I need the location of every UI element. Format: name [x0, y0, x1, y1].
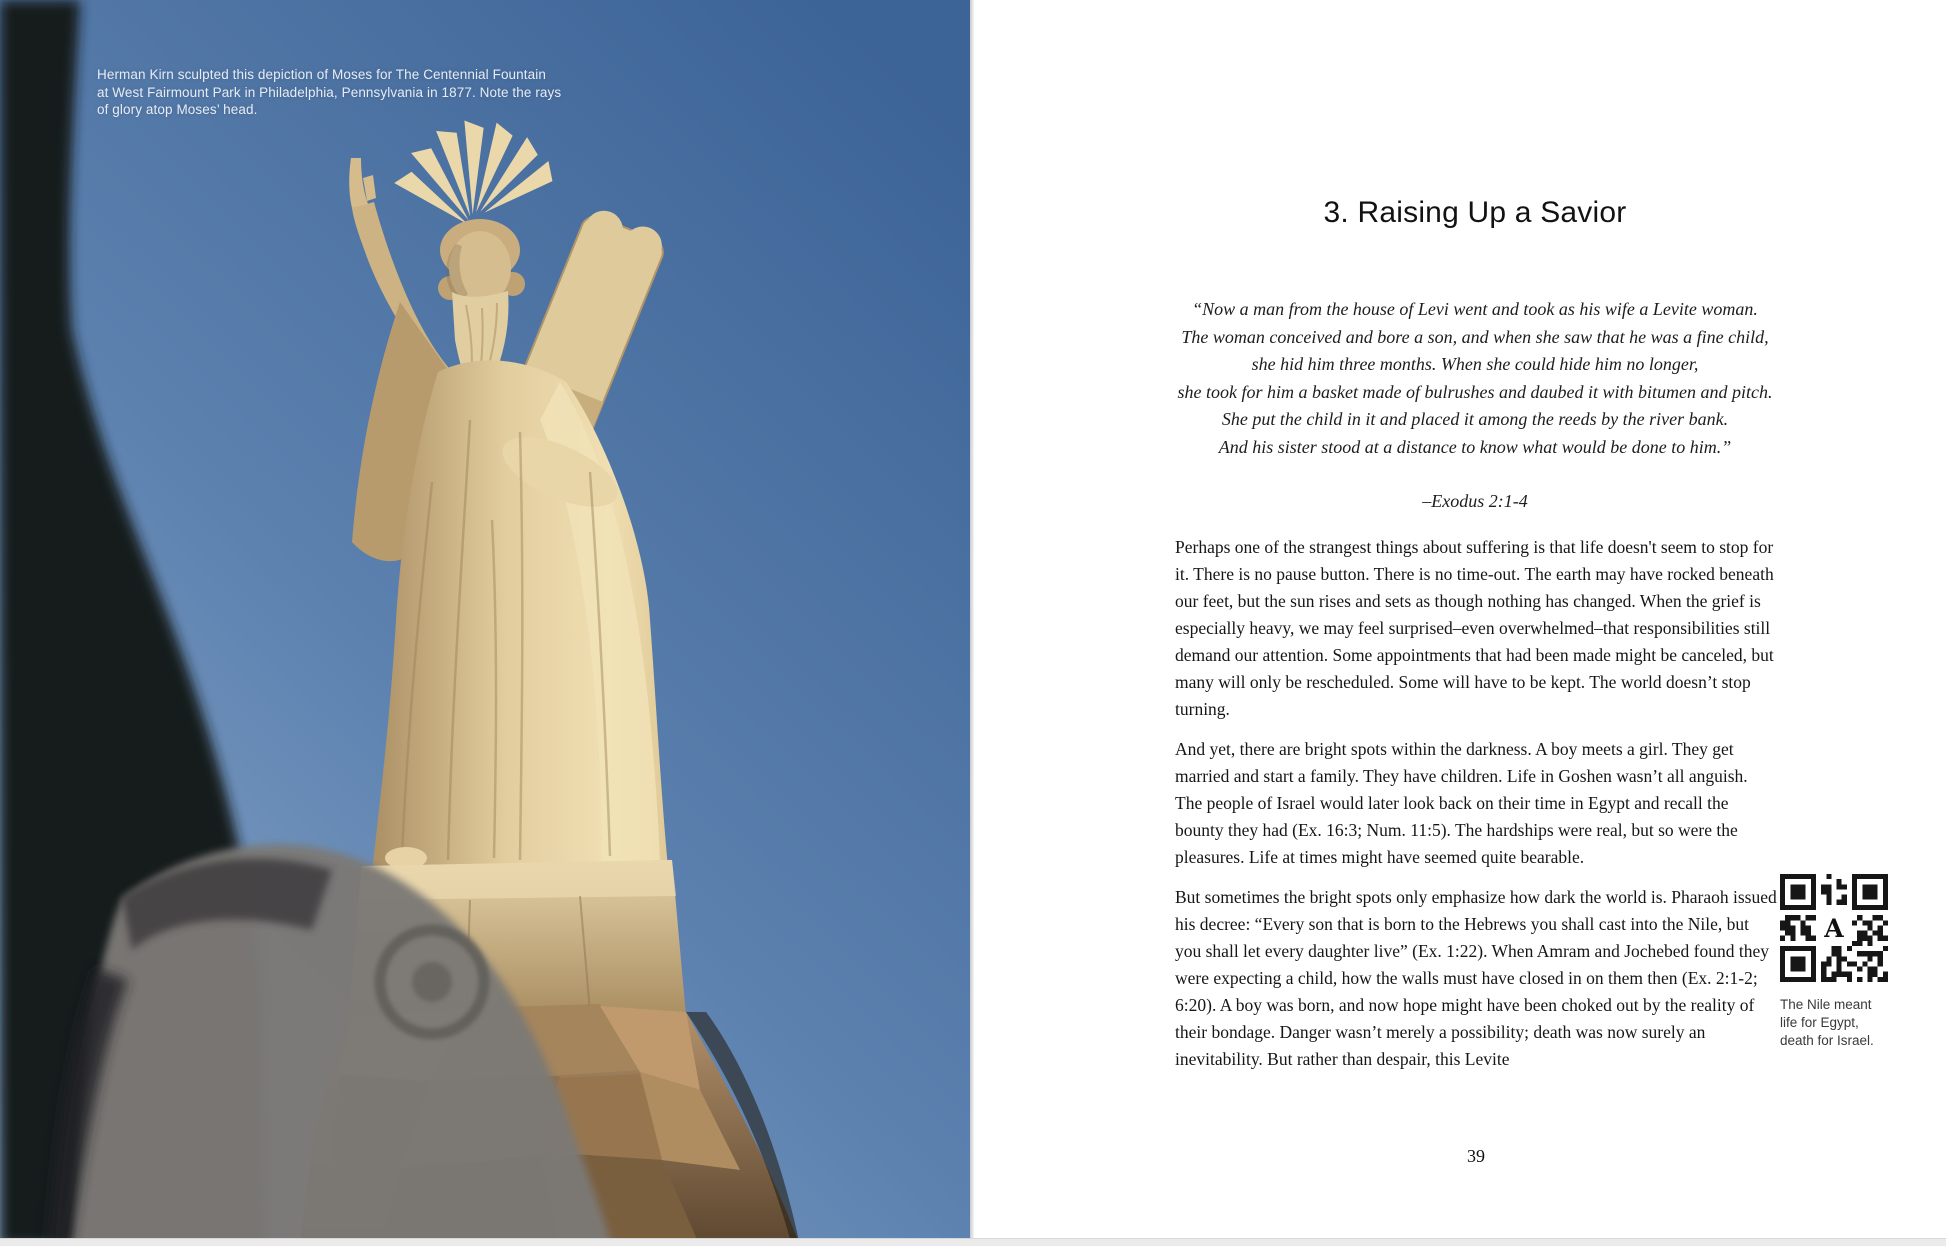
- qr-caption-line: death for Israel.: [1780, 1033, 1874, 1048]
- moses-statue-photo: [0, 0, 970, 1246]
- qr-note: [1780, 874, 1900, 1050]
- qr-code[interactable]: [1780, 874, 1888, 982]
- page-number: 39: [1467, 1146, 1485, 1166]
- body-text: [1175, 534, 1777, 1086]
- photo-caption-line: of glory atop Moses’ head.: [97, 102, 258, 117]
- photo-caption-line: at West Fairmount Park in Philadelphia, Pennsylvania in 1877. Note the rays: [97, 84, 562, 100]
- photo-caption: [97, 66, 561, 119]
- paragraph: Perhaps one of the strangest things about suffering is that life doesn't seem to stop for it. There is no pause button. There is no time-out. The earth may have rocked beneath our feet, but the sun rises and sets as though nothing has changed. When the grief is especially heavy, we may feel surprised–even overwhelmed–that responsibilities still demand our attention. Some appointments that had been made might be canceled, but many will only be rescheduled. Some will have to be kept. The world doesn’t stop turning.: [1175, 537, 1774, 719]
- right-page: [974, 0, 1946, 1239]
- paragraph: And yet, there are bright spots within the darkness. A boy meets a girl. They get married and start a family. They have children. Life in Goshen wasn’t all anguish. The people of Israel would later look back on their time in Egypt and recall the bounty they had (Ex. 16:3; Num. 11:5). The hardships were real, but so were the pleasures. Life at times might have seemed quite bearable.: [1175, 739, 1748, 867]
- epigraph-line: she hid him three months. When she could hide him no longer,: [1251, 354, 1699, 374]
- qr-logo-letter: A: [1824, 913, 1844, 943]
- epigraph-line: The woman conceived and bore a son, and when she saw that he was a fine child,: [1181, 326, 1769, 347]
- qr-caption-line: life for Egypt,: [1780, 1015, 1859, 1030]
- photo-caption-line: Herman Kirn sculpted this depiction of Moses for The Centennial Fountain: [97, 67, 546, 82]
- horizontal-scrollbar[interactable]: [0, 1238, 1946, 1246]
- qr-caption: [1780, 996, 1900, 1050]
- epigraph: [1115, 296, 1835, 516]
- qr-caption-line: The Nile meant: [1780, 997, 1872, 1012]
- paragraph: But sometimes the bright spots only emphasize how dark the world is. Pharaoh issued his decree: “Every son that is born to the Hebrews you shall cast into the Nile, but you shall let every daughter live” (Ex. 1:22). When Amram and Jochebed found they were expecting a child, how the walls must have closed in on them then (Ex. 2:1-2; 6:20). A boy was born, and now hope might have been choked out by the reality of their bondage. Danger wasn’t merely a possibility; death was now surely an inevitability. But rather than despair, this Levite: [1175, 887, 1777, 1069]
- epigraph-attribution: –Exodus 2:1-4: [1422, 491, 1528, 511]
- epigraph-line: And his sister stood at a distance to know what would be done to him.”: [1218, 436, 1732, 457]
- epigraph-line: “Now a man from the house of Levi went and took as his wife a Levite woman.: [1192, 299, 1758, 319]
- epigraph-line: she took for him a basket made of bulrushes and daubed it with bitumen and pitch.: [1177, 381, 1773, 402]
- qr-logo: [1816, 912, 1852, 944]
- moses-statue-illustration: [0, 0, 970, 1246]
- chapter-title: 3. Raising Up a Savior: [1323, 196, 1627, 229]
- epigraph-line: She put the child in it and placed it among the reeds by the river bank.: [1221, 409, 1729, 429]
